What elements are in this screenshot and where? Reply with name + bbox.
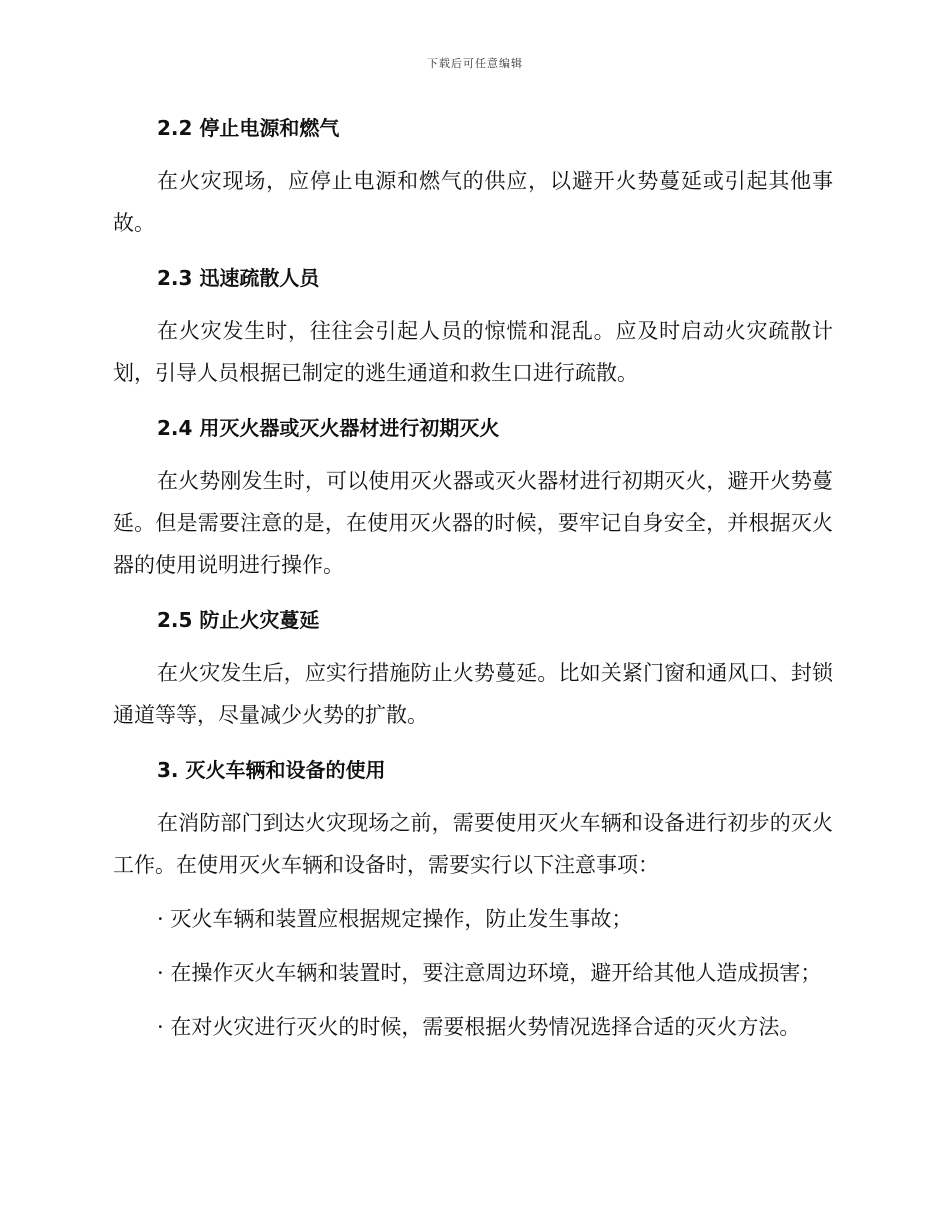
section-paragraph-2-4: 在火势刚发生时，可以使用灭火器或灭火器材进行初期灭火，避开火势蔓延。但是需要注意的是，在使用灭火器的时候，要牢记自身安全，并根据灭火器的使用说明进行操作。 [113,469,833,577]
bullet-item: · 在操作灭火车辆和装置时，要注意周边环境，避开给其他人造成损害； [157,961,822,985]
section-heading-2-3: 2.3 迅速疏散人员 [157,266,320,290]
section-paragraph-2-3: 在火灾发生时，往往会引起人员的惊慌和混乱。应及时启动火灾疏散计划，引导人员根据已制定的逃生通道和救生口进行疏散。 [113,319,833,385]
bullet-item: · 在对火灾进行灭火的时候，需要根据火势情况选择合适的灭火方法。 [157,1015,801,1039]
bullet-item: · 灭火车辆和装置应根据规定操作，防止发生事故； [157,907,633,931]
section-paragraph-2-2: 在火灾现场，应停止电源和燃气的供应，以避开火势蔓延或引起其他事故。 [113,169,833,235]
section-paragraph-2-5: 在火灾发生后，应实行措施防止火势蔓延。比如关紧门窗和通风口、封锁通道等等，尽量减少火势的扩散。 [113,661,833,727]
section-heading-2-4: 2.4 用灭火器或灭火器材进行初期灭火 [157,416,500,440]
section-heading-2-2: 2.2 停止电源和燃气 [157,116,340,140]
section-paragraph-3: 在消防部门到达火灾现场之前，需要使用灭火车辆和设备进行初步的灭火工作。在使用灭火车辆和设备时，需要实行以下注意事项： [113,811,833,877]
section-heading-3: 3. 灭火车辆和设备的使用 [157,758,386,782]
document-body [113,112,833,1048]
section-heading-2-5: 2.5 防止火灾蔓延 [157,608,320,632]
page-header-note: 下载后可任意编辑 [427,57,523,70]
